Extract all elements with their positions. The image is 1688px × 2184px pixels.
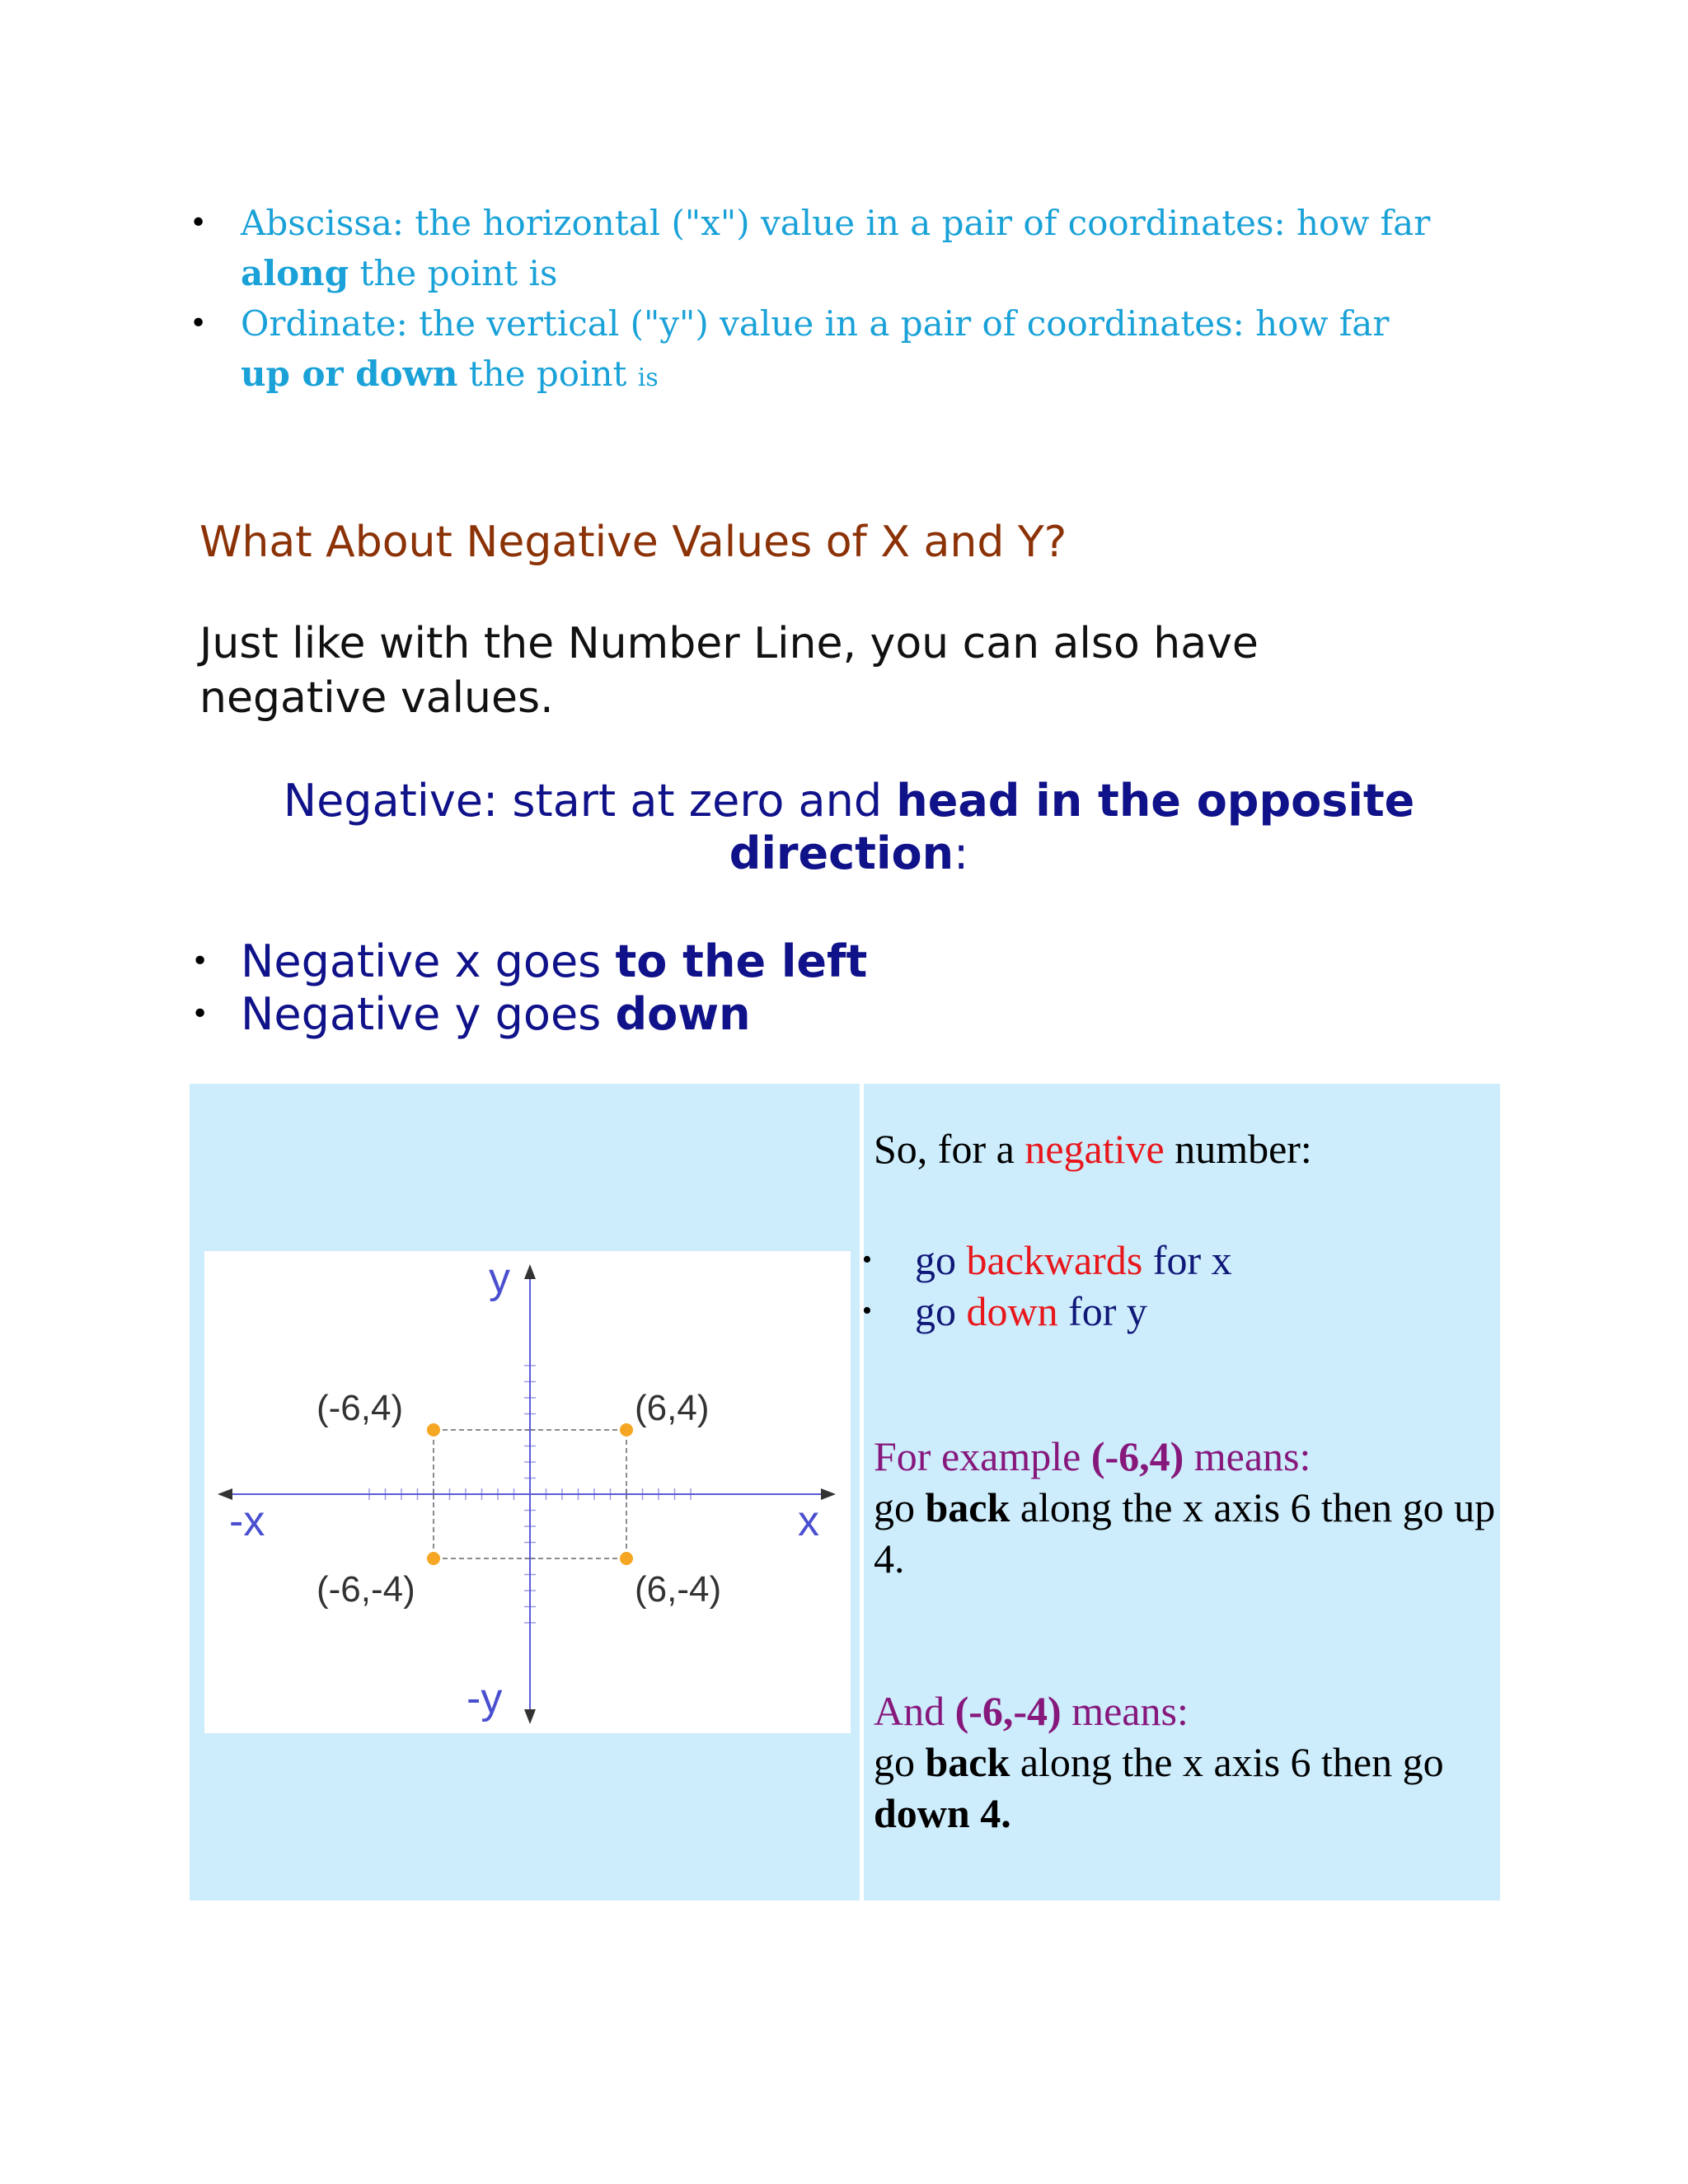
point-marker xyxy=(427,1423,440,1436)
neg-x-axis-label: -x xyxy=(229,1497,265,1545)
panel-divider xyxy=(860,1084,864,1900)
list-item: • Negative x goes to the left xyxy=(190,935,867,988)
example-1-title: For example (-6,4) means: xyxy=(874,1433,1311,1479)
section-heading: What About Negative Values of X and Y? xyxy=(199,518,1067,567)
list-item: • go down for y xyxy=(857,1286,1232,1337)
definition-list xyxy=(190,198,1442,403)
point-label: (6,-4) xyxy=(635,1569,722,1610)
x-axis-right-arrow-icon xyxy=(821,1488,836,1500)
y-axis-label: y xyxy=(489,1254,510,1302)
point-marker xyxy=(427,1552,440,1565)
point-label: (-6,4) xyxy=(316,1388,404,1428)
ordinate-definition: • Ordinate: the vertical ("y") value in a pair of coordinates: how far up or down the point is xyxy=(190,298,1442,403)
y-axis-down-arrow-icon xyxy=(524,1709,536,1724)
negative-rule: Negative: start at zero and head in the opposite direction: xyxy=(283,775,1415,879)
example-2-title: And (-6,-4) means: xyxy=(874,1688,1189,1734)
example-1 xyxy=(874,1431,1500,1584)
point-marker xyxy=(620,1423,633,1436)
neg-y-axis-label: -y xyxy=(467,1675,503,1722)
x-axis-label: x xyxy=(798,1497,819,1545)
example-1-body: go back along the x axis 6 then go up 4. xyxy=(874,1484,1496,1582)
list-item: • go backwards for x xyxy=(857,1235,1232,1286)
abscissa-definition: • Abscissa: the horizontal ("x") value in a pair of coordinates: how far along the point is xyxy=(190,198,1442,298)
intro-paragraph: Just like with the Number Line, you can also have negative values. xyxy=(199,619,1259,723)
point-label: (-6,-4) xyxy=(316,1569,415,1610)
y-axis-up-arrow-icon xyxy=(524,1264,536,1279)
explanation-rules xyxy=(857,1235,1232,1337)
coordinate-graph-svg xyxy=(204,1251,851,1733)
example-2 xyxy=(874,1685,1467,1839)
coordinate-graph xyxy=(204,1251,851,1733)
explanation-lead: So, for a negative number: xyxy=(874,1126,1312,1172)
negative-direction-list xyxy=(190,935,867,1041)
point-marker xyxy=(620,1552,633,1565)
list-item: • Negative y goes down xyxy=(190,988,867,1041)
point-label: (6,4) xyxy=(635,1388,710,1428)
example-2-body: go back along the x axis 6 then go down 4. xyxy=(874,1739,1444,1836)
